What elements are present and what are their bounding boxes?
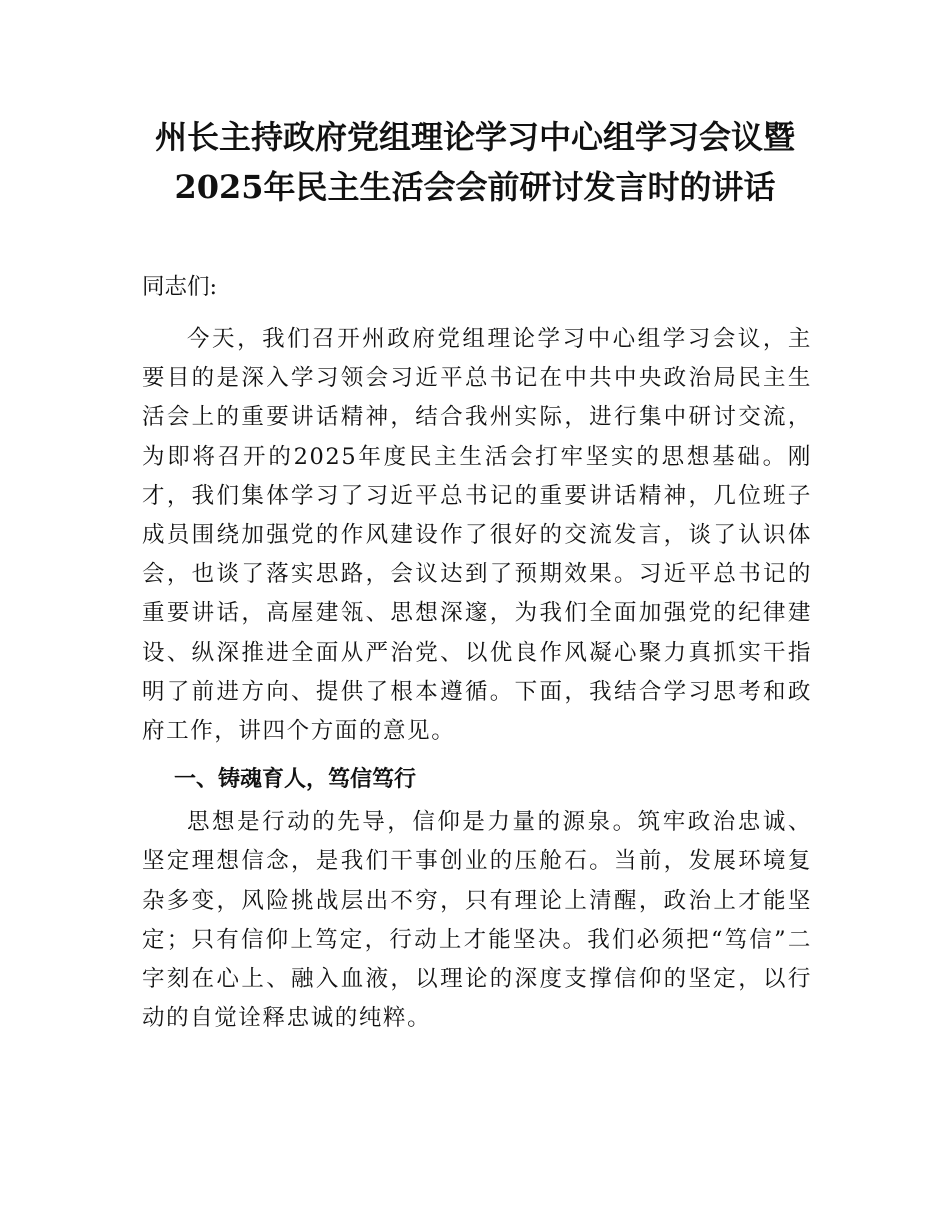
title-line-1: 州长主持政府党组理论学习中心组学习会议暨 bbox=[154, 118, 795, 156]
title-line-2: 2025年民主生活会会前研讨发言时的讲话 bbox=[174, 168, 776, 206]
paragraph-intro: 今天，我们召开州政府党组理论学习中心组学习会议，主要目的是深入学习领会习近平总书记在中共中央政治局民主生活会上的重要讲话精神，结合我州实际，进行集中研讨交流，为即将召开的2025年度民主生活会打牢坚实的思想基础。刚才，我们集体学习了习近平总书记的重要讲话精神，几位班子成员围绕加强党的作风建设作了很好的交流发言，谈了认识体会，也谈了落实思路，会议达到了预期效果。习近平总书记的重要讲话，高屋建瓴、思想深邃，为我们全面加强党的纪律建设、纵深推进全面从严治党、以优良作风凝心聚力真抓实干指明了前进方向、提供了根本遵循。下面，我结合学习思考和政府工作，讲四个方面的意见。 bbox=[142, 326, 812, 745]
document-title bbox=[120, 112, 830, 212]
salutation: 同志们: bbox=[142, 274, 218, 300]
paragraph-section-1: 思想是行动的先导，信仰是力量的源泉。筑牢政治忠诚、坚定理想信念，是我们干事创业的压舱石。当前，发展环境复杂多变，风险挑战层出不穷，只有理论上清醒，政治上才能坚定；只有信仰上笃定，行动上才能坚决。我们必须把“笃信”二字刻在心上、融入血液，以理论的深度支撑信仰的坚定，以行动的自觉诠释忠诚的纯粹。 bbox=[142, 809, 812, 1032]
section-heading-1: 一、铸魂育人，笃信笃行 bbox=[174, 767, 417, 793]
document-body bbox=[142, 268, 812, 1038]
